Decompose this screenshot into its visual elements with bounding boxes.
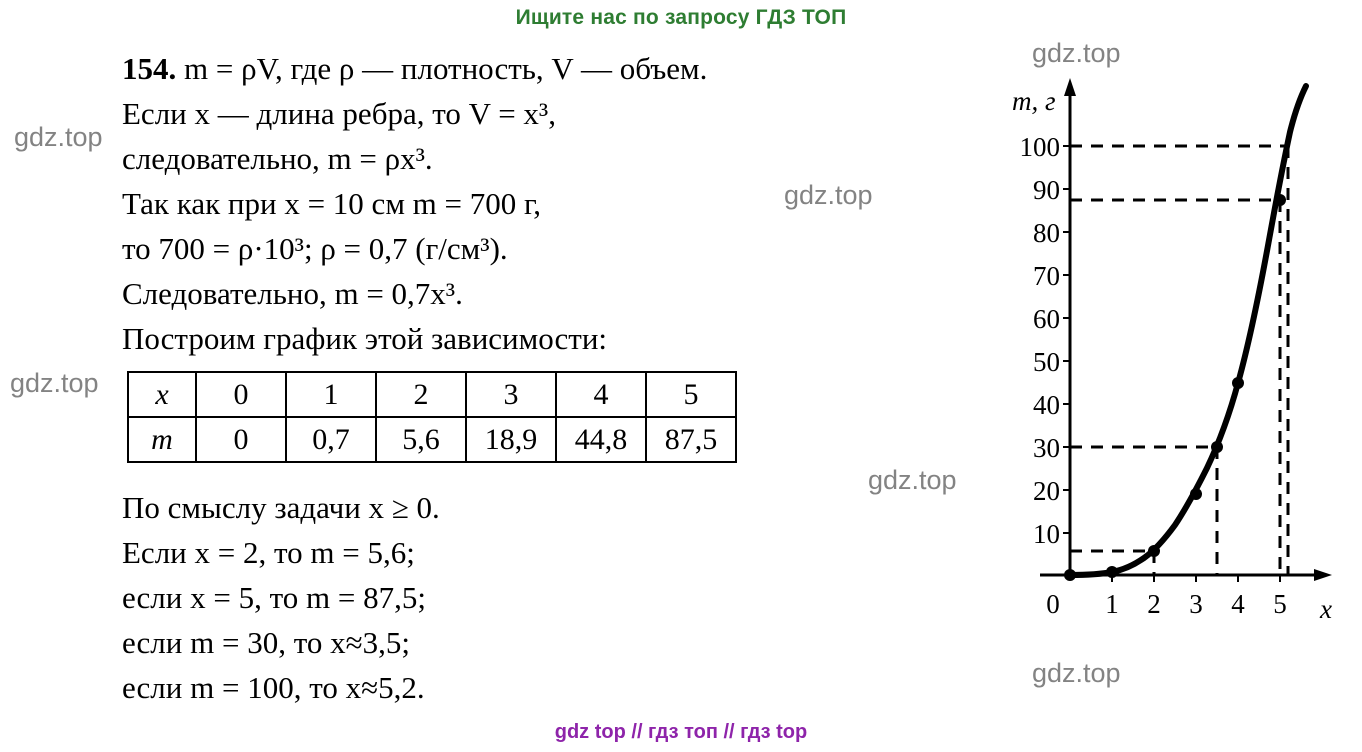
conclusion-text [122,485,822,710]
watermark: gdz.top [784,180,873,210]
table-row [128,372,736,417]
x-tick-label: 3 [1189,589,1203,619]
y-tick-label: 10 [1033,519,1060,549]
table-cell-m1: 0,7 [286,417,376,462]
y-tick-label: 100 [1019,132,1060,162]
data-point [1064,569,1076,581]
y-tick-label: 20 [1033,476,1060,506]
conclusion-line-2: Если x = 2, то m = 5,6; [122,535,415,570]
table-cell-x0: 0 [196,372,286,417]
solution-line-1 [122,46,882,91]
y-tick-label: 60 [1033,304,1060,334]
x-tick-label: 0 [1046,589,1060,619]
watermark: gdz.top [1032,38,1121,68]
x-tick-label: 2 [1147,589,1161,619]
table-row-label-m: m [128,417,196,462]
x-tick-label: 4 [1231,589,1245,619]
data-point [1148,545,1160,557]
table-cell-x4: 4 [556,372,646,417]
solution-line-2: Если x — длина ребра, то V = x³, [122,96,556,131]
table-cell-m2: 5,6 [376,417,466,462]
table-cell-x5: 5 [646,372,736,417]
top-promo-banner: Ищите нас по запросу ГДЗ ТОП [515,6,847,29]
solution-text [122,46,882,361]
conclusion-line-1: По смыслу задачи x ≥ 0. [122,490,440,525]
data-point [1106,566,1118,578]
table-cell-x2: 2 [376,372,466,417]
data-point [1211,441,1223,453]
graph-svg [990,40,1350,660]
x-tick-label: 1 [1105,589,1119,619]
watermark: gdz.top [10,368,99,398]
watermark: gdz.top [14,122,103,152]
conclusion-line-5: если m = 100, то x≈5,2. [122,670,425,705]
table-cell-m3: 18,9 [466,417,556,462]
table-cell-m5: 87,5 [646,417,736,462]
x-tick-label: 5 [1273,589,1287,619]
solution-line-6: Следовательно, m = 0,7x³. [122,276,463,311]
watermark: gdz.top [1032,658,1121,688]
table-cell-x1: 1 [286,372,376,417]
watermark: gdz.top [868,465,957,495]
y-tick-label: 90 [1033,175,1060,205]
table-cell-x3: 3 [466,372,556,417]
conclusion-line-4: если m = 30, то x≈3,5; [122,625,410,660]
solution-line-4: Так как при x = 10 см m = 700 г, [122,186,541,221]
y-tick-label: 40 [1033,390,1060,420]
data-point [1232,377,1244,389]
exercise-number: 154. [122,51,177,86]
table-cell-m4: 44,8 [556,417,646,462]
table-row-label-x: x [128,372,196,417]
solution-line-1-text: m = ρV, где ρ — плотность, V — объем. [184,51,708,86]
y-tick-label: 50 [1033,347,1060,377]
solution-line-3: следовательно, m = ρx³. [122,141,433,176]
curve-m-of-x [1070,86,1306,575]
table-row [128,417,736,462]
data-point [1190,488,1202,500]
x-axis-ticks [1046,575,1287,619]
y-axis-ticks [1020,132,1071,549]
graph-figure [990,40,1350,660]
solution-line-5: то 700 = ρ·10³; ρ = 0,7 (г/см³). [122,231,508,266]
y-tick-label: 30 [1033,433,1060,463]
guide-lines [1070,146,1288,575]
bottom-promo-banner: gdz top // гдз топ // гдз top [554,721,808,743]
y-axis-title: m, г [1012,86,1056,116]
y-tick-label: 80 [1033,218,1060,248]
x-axis-title: x [1320,594,1332,624]
solution-line-7: Построим график этой зависимости: [122,321,608,356]
data-point [1274,194,1286,206]
values-table [127,371,737,463]
y-tick-label: 70 [1033,261,1060,291]
conclusion-line-3: если x = 5, то m = 87,5; [122,580,426,615]
table-cell-m0: 0 [196,417,286,462]
